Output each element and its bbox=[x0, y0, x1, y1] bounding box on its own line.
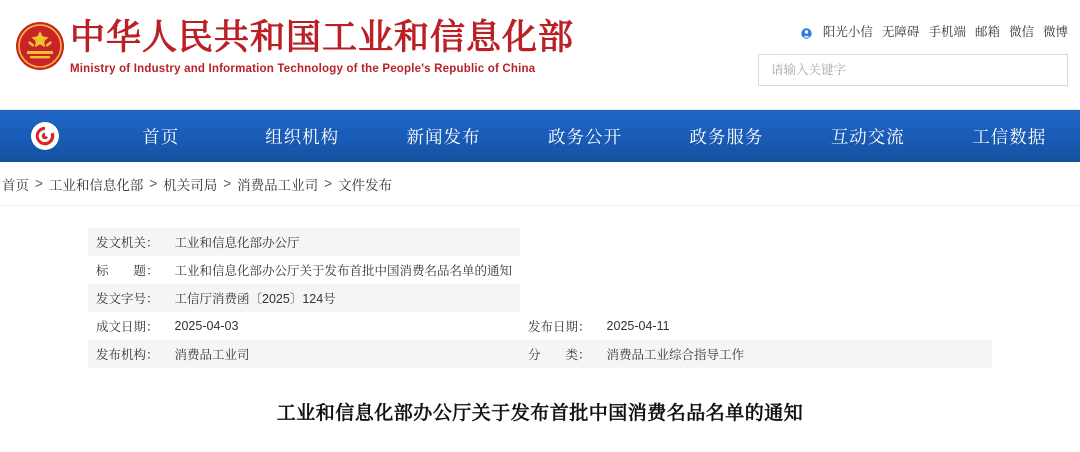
breadcrumb-item-document-release[interactable]: 文件发布 bbox=[338, 177, 393, 193]
meta-value-title: 工业和信息化部办公厅关于发布首批中国消费名品名单的通知 bbox=[174, 264, 513, 278]
meta-label-title: 标 题： bbox=[96, 264, 159, 278]
meta-value-written-date: 2025-04-03 bbox=[174, 319, 239, 333]
breadcrumb-separator: > bbox=[149, 176, 158, 191]
top-link-bar bbox=[758, 22, 1068, 40]
document-content bbox=[0, 206, 1080, 425]
header-right bbox=[758, 22, 1068, 86]
meta-value-publishing-org: 消费品工业司 bbox=[174, 348, 250, 362]
top-link-wechat[interactable]: 微信 bbox=[1008, 25, 1034, 39]
breadcrumb-item-home[interactable]: 首页 bbox=[2, 177, 29, 193]
nav-item-data[interactable]: 工信数据 bbox=[972, 127, 1047, 148]
national-emblem-icon bbox=[14, 18, 66, 74]
nav-logo[interactable] bbox=[0, 122, 90, 150]
breadcrumb bbox=[0, 162, 1080, 206]
site-header bbox=[0, 0, 1080, 110]
breadcrumb-item-consumer-goods[interactable]: 消费品工业司 bbox=[237, 177, 319, 193]
miit-swirl-icon bbox=[31, 122, 59, 150]
meta-label-written-date: 成文日期： bbox=[96, 320, 159, 334]
sun-icon bbox=[799, 26, 814, 41]
meta-label-publishing-org: 发布机构： bbox=[96, 348, 159, 362]
site-title-cn: 中华人民共和国工业和信息化部 bbox=[70, 18, 575, 58]
breadcrumb-item-departments[interactable]: 机关司局 bbox=[163, 177, 218, 193]
meta-label-issuing-body: 发文机关： bbox=[96, 236, 159, 250]
meta-value-category: 消费品工业综合指导工作 bbox=[606, 348, 745, 362]
site-title-en: Ministry of Industry and Information Technology of the People's Republic of China bbox=[70, 63, 536, 75]
meta-label-publish-date: 发布日期： bbox=[528, 320, 591, 334]
top-link-accessibility[interactable]: 无障碍 bbox=[881, 25, 920, 39]
search-box[interactable] bbox=[758, 54, 1068, 86]
nav-item-government-openness[interactable]: 政务公开 bbox=[547, 127, 622, 148]
site-title-block bbox=[70, 16, 574, 75]
nav-items bbox=[90, 124, 1080, 149]
search-input[interactable] bbox=[769, 62, 1057, 78]
meta-label-category: 分 类： bbox=[528, 348, 591, 362]
table-row bbox=[88, 228, 992, 256]
meta-label-document-number: 发文字号： bbox=[96, 292, 159, 306]
nav-item-interaction[interactable]: 互动交流 bbox=[830, 127, 905, 148]
document-meta-table bbox=[88, 228, 992, 368]
table-row bbox=[88, 256, 992, 284]
top-link-email[interactable]: 邮箱 bbox=[974, 25, 1000, 39]
nav-item-government-services[interactable]: 政务服务 bbox=[689, 127, 764, 148]
table-row bbox=[88, 340, 992, 368]
top-link-weibo[interactable]: 微博 bbox=[1042, 25, 1068, 39]
breadcrumb-separator: > bbox=[223, 176, 232, 191]
nav-item-home[interactable]: 首页 bbox=[142, 127, 180, 148]
meta-value-publish-date: 2025-04-11 bbox=[606, 319, 670, 333]
breadcrumb-separator: > bbox=[35, 176, 43, 191]
nav-item-organization[interactable]: 组织机构 bbox=[265, 127, 340, 148]
breadcrumb-separator: > bbox=[324, 176, 333, 191]
meta-value-issuing-body: 工业和信息化部办公厅 bbox=[174, 236, 300, 250]
meta-value-document-number: 工信厅消费函〔2025〕124号 bbox=[174, 292, 336, 306]
top-link-sunshine[interactable]: 阳光小信 bbox=[822, 25, 873, 39]
nav-item-news[interactable]: 新闻发布 bbox=[406, 127, 481, 148]
table-row bbox=[88, 312, 992, 340]
main-nav bbox=[0, 110, 1080, 162]
breadcrumb-item-miit[interactable]: 工业和信息化部 bbox=[48, 177, 144, 193]
top-link-mobile[interactable]: 手机端 bbox=[928, 25, 966, 39]
document-title: 工业和信息化部办公厅关于发布首批中国消费名品名单的通知 bbox=[276, 402, 804, 424]
table-row bbox=[88, 284, 992, 312]
